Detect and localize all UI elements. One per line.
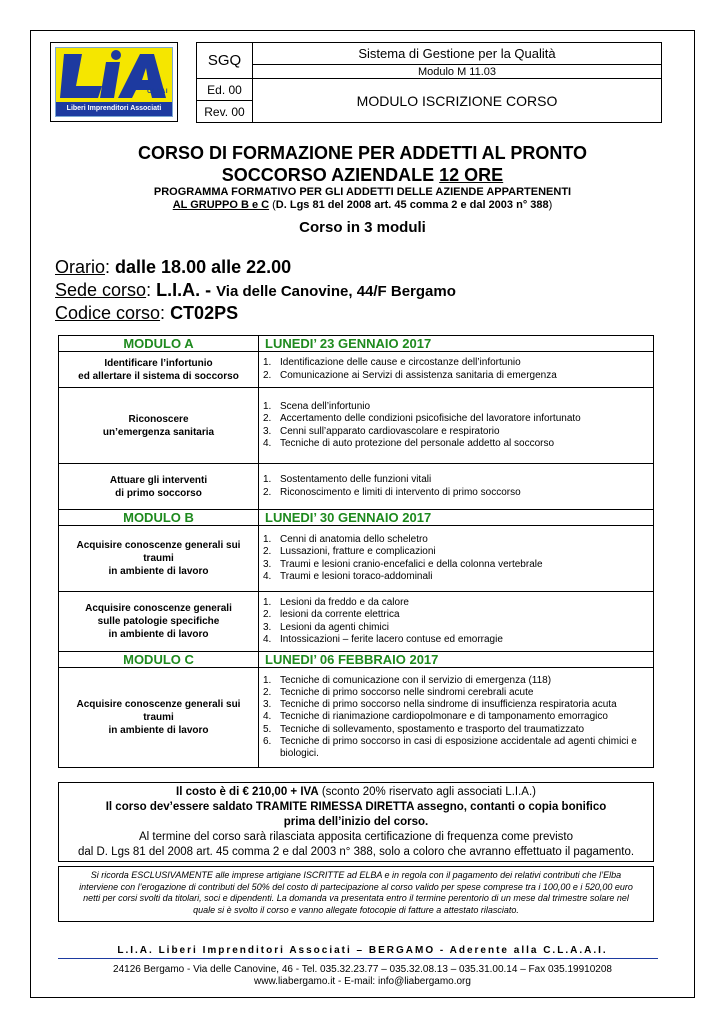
note-line1: Si ricorda ESCLUSIVAMENTE alle imprese artigiane ISCRITTE ad ELBA e in regola con il pagamento dei relativi contributi che l’Elba	[90, 870, 622, 880]
list-item-number: 6.	[263, 735, 272, 747]
list-item	[263, 571, 647, 583]
footer-address: 24126 Bergamo - Via delle Canovine, 46 - Tel. 035.32.23.77 – 035.32.08.13 – 035.31.00.14 – Fax 035.19910208	[113, 964, 612, 975]
list-item-number: 1.	[263, 357, 272, 369]
list-item-text: Traumi e lesioni cranio-encefalici e della colonna vertebrale	[280, 558, 543, 570]
list-item-number: 3.	[263, 699, 272, 711]
cost-amount: Il costo è di € 210,00 + IVA	[176, 786, 319, 798]
list-item-text: Scena dell’infortunio	[280, 401, 371, 413]
list-item	[263, 357, 647, 369]
list-item	[263, 724, 647, 736]
list-item	[263, 675, 647, 687]
module-header-row	[59, 652, 654, 668]
orario-label: Orario	[55, 257, 106, 277]
cost-line3: prima dell’inizio del corso.	[283, 816, 429, 828]
list-item-text: Sostentamento delle funzioni vitali	[280, 474, 432, 486]
list-item-number: 1.	[263, 474, 272, 486]
topic-row	[59, 388, 654, 464]
sede-name: L.I.A. -	[156, 280, 217, 300]
list-item	[263, 401, 647, 413]
orario-line	[55, 256, 291, 278]
topic-row	[59, 352, 654, 388]
course-title-line2-a: SOCCORSO AZIENDALE	[221, 165, 440, 185]
orario-value: dalle 18.00 alle 22.00	[115, 257, 292, 277]
edition-cell: Ed. 00	[197, 79, 253, 101]
list-item-number: 2.	[263, 686, 272, 698]
topic-items	[259, 388, 654, 464]
topic-title-line: Attuare gli interventi	[109, 474, 208, 486]
topic-title-line: Acquisire conoscenze generali sui	[76, 540, 241, 551]
sede-address: Via delle Canovine, 44/F Bergamo	[216, 283, 456, 300]
list-item-text: Tecniche di primo soccorso nelle sindromi cerebrali acute	[280, 686, 534, 698]
codice-value: CT02PS	[170, 303, 239, 323]
cost-box	[58, 782, 654, 862]
list-item-text: Lussazioni, fratture e complicazioni	[280, 546, 436, 558]
module-date: LUNEDI’ 23 GENNAIO 2017	[259, 336, 654, 352]
cost-line5: dal D. Lgs 81 del 2008 art. 45 comma 2 e dal 2003 n° 388, solo a coloro che avranno effettuato il pagamento.	[77, 846, 635, 858]
topic-items	[259, 352, 654, 388]
topic-title-line: in ambiente di lavoro	[108, 629, 209, 640]
list-item-text: Tecniche di comunicazione con il servizio di emergenza (118)	[280, 674, 552, 686]
module-name: MODULO A	[59, 336, 259, 352]
list-item-number: 2.	[263, 486, 272, 498]
list-item	[263, 687, 647, 699]
topic-title-line: di primo soccorso	[115, 487, 202, 499]
list-item-number: 4.	[263, 633, 272, 645]
list-item	[263, 487, 647, 499]
list-item-text: Cenni sull’apparato cardiovascolare e respiratorio	[280, 425, 500, 437]
topic-title	[59, 668, 259, 768]
list-item-text: Tecniche di sollevamento, spostamento e trasporto del traumatizzato	[280, 723, 585, 735]
logo-badge-text: CLAAI	[147, 89, 168, 95]
topic-title-line: in ambiente di lavoro	[108, 566, 209, 577]
list-item-number: 1.	[263, 401, 272, 413]
list-item-number: 3.	[263, 425, 272, 437]
lia-letters-graphic	[56, 48, 174, 104]
list-item-text: Tecniche di primo soccorso nella sindrome di insufficienza respiratoria acuta	[280, 699, 617, 711]
list-item-number: 4.	[263, 570, 272, 582]
system-cell: Sistema di Gestione per la Qualità	[253, 43, 662, 65]
list-item-number: 3.	[263, 558, 272, 570]
list-item	[263, 474, 647, 486]
sede-colon: :	[146, 280, 157, 300]
note-line3: netti per corsi svolti da titolari, soci e dipendenti. La domanda va presentata entro il termine perentorio di un mese dal trimestre solare nel	[83, 893, 629, 904]
topic-title	[59, 464, 259, 510]
list-item	[263, 736, 647, 760]
form-title-cell: MODULO ISCRIZIONE CORSO	[253, 79, 662, 123]
topic-row	[59, 668, 654, 768]
topic-items	[259, 526, 654, 592]
lia-logo-mark	[55, 47, 173, 117]
list-item-number: 1.	[263, 674, 272, 686]
codice-line	[55, 302, 238, 324]
list-item	[263, 413, 647, 425]
cost-line4: Al termine del corso sarà rilasciata apposita certificazione di frequenza come previsto	[138, 831, 573, 843]
topic-title-line: sulle patologie specifiche	[97, 616, 220, 627]
module-date: LUNEDI’ 06 FEBBRAIO 2017	[259, 652, 654, 668]
list-item-number: 2.	[263, 413, 272, 425]
modulo-cell: Modulo M 11.03	[253, 65, 662, 79]
header-table	[196, 42, 662, 123]
topic-row	[59, 592, 654, 652]
module-name: MODULO C	[59, 652, 259, 668]
elba-note	[58, 866, 654, 922]
module-date: LUNEDI’ 30 GENNAIO 2017	[259, 510, 654, 526]
list-item	[263, 426, 647, 438]
list-item-text: Comunicazione ai Servizi di assistenza sanitaria di emergenza	[280, 369, 557, 381]
list-item	[263, 534, 647, 546]
course-hours: 12 ORE	[439, 165, 504, 185]
program-subtitle	[30, 186, 695, 212]
revision-cell: Rev. 00	[197, 101, 253, 123]
lia-logo	[50, 42, 178, 122]
document-header	[50, 42, 662, 122]
cost-discount: (sconto 20% riservato agli associati L.I.A.)	[318, 786, 536, 798]
cost-line2: Il corso dev’essere saldato TRAMITE RIMESSA DIRETTA assegno, contanti o copia bonifico	[105, 801, 607, 813]
list-item-number: 1.	[263, 534, 272, 546]
orario-colon: :	[105, 257, 116, 277]
list-item-text: Tecniche di primo soccorso in casi di esposizione accidentale ad agenti chimici e biologici.	[280, 735, 637, 759]
note-line2: interviene con l’erogazione di contributi del 50% del costo di partecipazione al corso valido per spese comprese tra i 100,00 e i 520,00 euro	[79, 881, 633, 892]
group-label: AL GRUPPO B e C	[172, 199, 270, 211]
list-item-text: Tecniche di auto protezione del personale addetto al soccorso	[280, 437, 555, 449]
paren-close: )	[548, 199, 553, 211]
course-title	[30, 142, 695, 186]
codice-colon: :	[160, 303, 171, 323]
topic-title-line: Acquisire conoscenze generali sui	[76, 699, 241, 710]
sgq-cell: SGQ	[197, 43, 253, 79]
list-item-text: Tecniche di rianimazione cardiopolmonare e di tamponamento emorragico	[280, 711, 608, 723]
list-item-number: 4.	[263, 437, 272, 449]
list-item-text: Lesioni da agenti chimici	[280, 621, 389, 633]
list-item-text: lesioni da corrente elettrica	[280, 609, 400, 621]
topic-title-line: traumi	[143, 553, 174, 564]
footer-contacts	[30, 964, 695, 988]
list-item-text: Riconoscimento e limiti di intervento di primo soccorso	[280, 486, 521, 498]
course-title-line1: CORSO DI FORMAZIONE PER ADDETTI AL PRONTO	[137, 143, 587, 163]
course-modules-count: Corso in 3 moduli	[299, 219, 426, 236]
topic-title	[59, 592, 259, 652]
footer-web: www.liabergamo.it - E-mail: info@liabergamo.org	[254, 976, 471, 987]
list-item	[263, 438, 647, 450]
list-item	[263, 699, 647, 711]
topic-title	[59, 352, 259, 388]
topic-items	[259, 668, 654, 768]
list-item-text: Accertamento delle condizioni psicofisiche del lavoratore infortunato	[280, 413, 581, 425]
topic-title	[59, 388, 259, 464]
sede-line	[55, 279, 456, 303]
module-name: MODULO B	[59, 510, 259, 526]
topic-title-line: Riconoscere	[128, 413, 189, 425]
list-item	[263, 634, 647, 646]
list-item-text: Lesioni da freddo e da calore	[280, 597, 409, 609]
list-item	[263, 609, 647, 621]
list-item-text: Cenni di anatomia dello scheletro	[280, 534, 428, 546]
footer-divider	[58, 958, 658, 959]
list-item	[263, 559, 647, 571]
topic-title-line: un’emergenza sanitaria	[102, 426, 215, 438]
list-item	[263, 597, 647, 609]
module-header-row	[59, 336, 654, 352]
topic-title-line: in ambiente di lavoro	[108, 725, 209, 736]
footer-org: L.I.A. Liberi Imprenditori Associati – BERGAMO - Aderente alla C.L.A.A.I.	[117, 945, 608, 956]
topic-items	[259, 464, 654, 510]
list-item-number: 5.	[263, 723, 272, 735]
list-item	[263, 622, 647, 634]
topic-title-line: Acquisire conoscenze generali	[85, 603, 232, 614]
list-item-text: Traumi e lesioni toraco-addominali	[280, 570, 433, 582]
list-item-number: 2.	[263, 369, 272, 381]
list-item	[263, 711, 647, 723]
list-item-number: 3.	[263, 621, 272, 633]
course-title-line2	[30, 164, 695, 186]
topic-row	[59, 464, 654, 510]
list-item-number: 2.	[263, 546, 272, 558]
topic-title-line: ed allertare il sistema di soccorso	[78, 370, 239, 382]
list-item-number: 4.	[263, 711, 272, 723]
logo-strip-text: Liberi Imprenditori Associati	[56, 102, 172, 116]
sede-label: Sede corso	[55, 280, 147, 300]
topic-title-line: Identificare l’infortunio	[104, 357, 213, 369]
module-header-row	[59, 510, 654, 526]
program-subtitle-line2	[30, 199, 695, 212]
list-item	[263, 370, 647, 382]
program-subtitle-line1: PROGRAMMA FORMATIVO PER GLI ADDETTI DELLE AZIENDE APPARTENENTI	[153, 186, 572, 198]
program-table	[58, 335, 654, 768]
list-item	[263, 546, 647, 558]
topic-title-line: traumi	[143, 712, 174, 723]
codice-label: Codice corso	[55, 303, 161, 323]
cost-line1	[59, 785, 653, 800]
law-reference: D. Lgs 81 del 2008 art. 45 comma 2 e dal 2003 n° 388	[275, 199, 549, 211]
note-line4: quale si è svolto il corso e vanno allegate fotocopie di fatture a attestato rilasciato.	[193, 904, 519, 915]
topic-title	[59, 526, 259, 592]
topic-items	[259, 592, 654, 652]
list-item-text: Intossicazioni – ferite lacero contuse ed emorragie	[280, 633, 503, 645]
list-item-text: Identificazione delle cause e circostanze dell’infortunio	[280, 357, 521, 369]
list-item-number: 2.	[263, 609, 272, 621]
topic-row	[59, 526, 654, 592]
list-item-number: 1.	[263, 597, 272, 609]
paren-open: (	[269, 199, 276, 211]
